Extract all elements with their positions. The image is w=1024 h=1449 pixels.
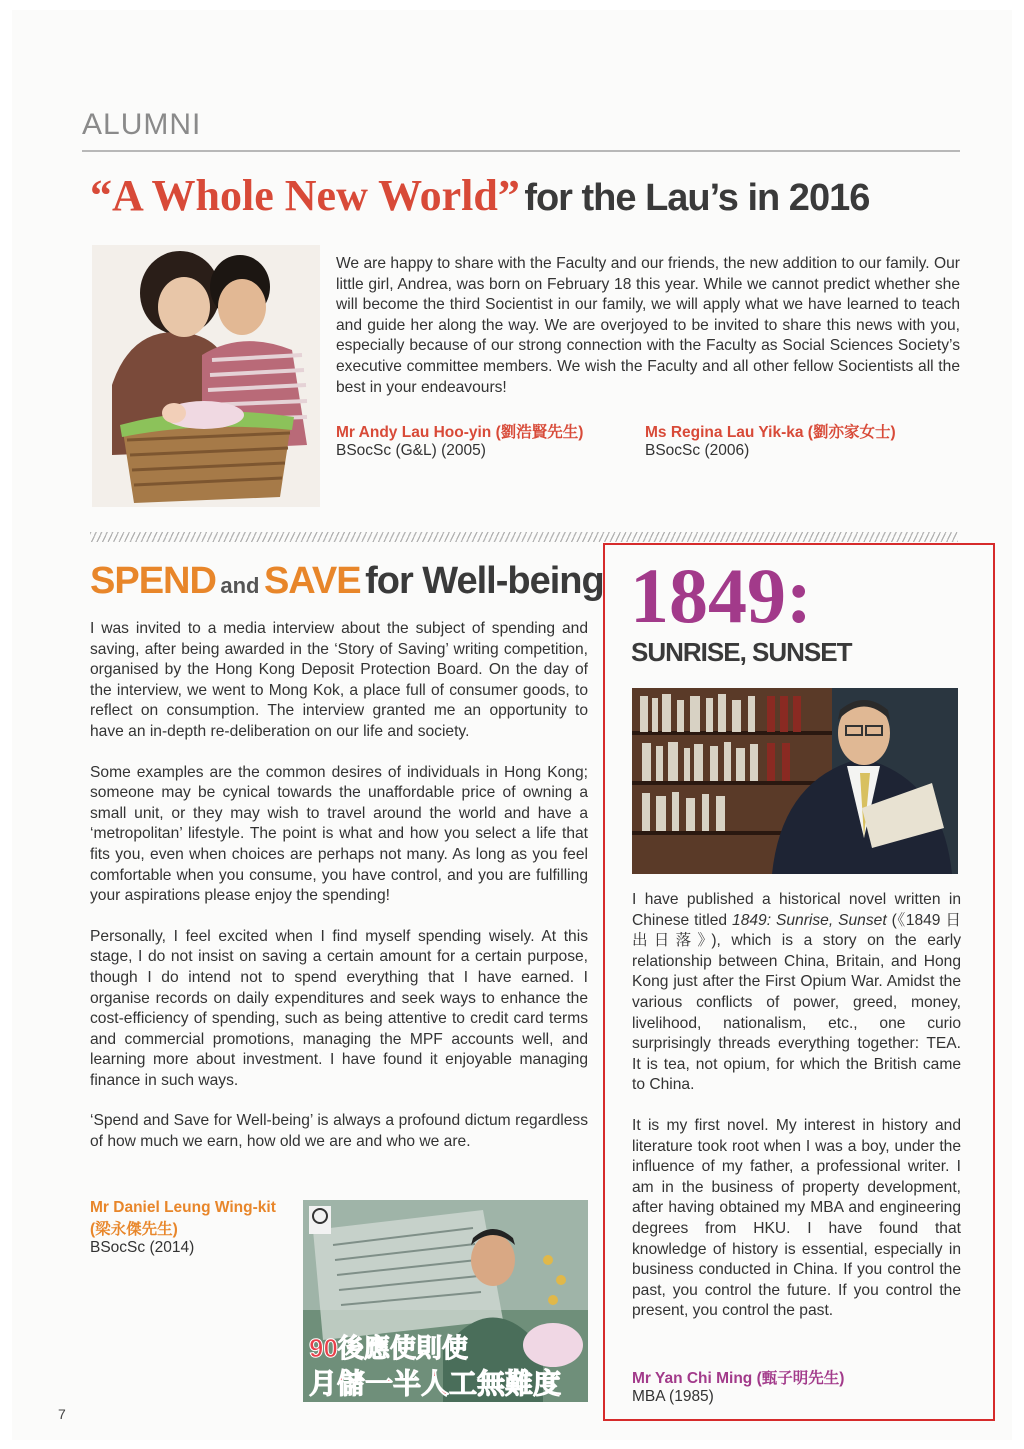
headline-rest: for Well-being	[365, 560, 604, 602]
headline-save: SAVE	[263, 560, 361, 602]
author-degree: MBA (1985)	[632, 1388, 714, 1405]
author-lau-regina	[645, 420, 896, 460]
headline-1849: 1849:	[630, 552, 812, 639]
article-headline	[90, 170, 869, 221]
novel-title: 1849: Sunrise, Sunset	[732, 911, 887, 929]
hatched-divider	[90, 532, 958, 542]
author-degree: BSocSc (2006)	[645, 442, 750, 459]
author-name-line2: (梁永傑先生)	[90, 1221, 178, 1238]
article-body: We are happy to share with the Faculty and our friends, the new addition to our family. Our little girl, Andrea, was born on February 18 this year. While we cannot predict whether she will become the third Socientist in our family, we will apply what we have learned to teach and guide her along the way. We are overjoyed to be invited to share this news with you, especially because of our strong connection with the Faculty as Social Sciences Society’s executive committee members. We wish the Faculty and all other fellow Socientists all the best in your endeavours!	[336, 255, 960, 396]
author-name: Mr Yan Chi Ming (甄子明先生)	[632, 1370, 845, 1387]
page-number: 7	[58, 1406, 66, 1422]
header-divider	[82, 150, 960, 152]
section-label: ALUMNI	[82, 108, 202, 141]
paragraph	[632, 890, 961, 1096]
tv-interview-image	[303, 1200, 588, 1402]
paragraph: Personally, I feel excited when I find myself spending wisely. At this stage, I do not insist on saving a certain amount for a certain purpose, though I do intend not to spend everything that I have earned. I organise records on daily expenditures and seek ways to enhance the cost-efficiency of spending, such as being attentive to credit card terms and commercial promotions, managing the MPF accounts well, and learning more about investment. I have found it enjoyable managing finance in such ways.	[90, 927, 588, 1089]
author-lau-andy	[336, 420, 583, 460]
paragraph: I was invited to a media interview about the subject of spending and saving, after being awarded in the ‘Story of Saving’ writing competition, organised by the Hong Kong Deposit Protection Board. On the day of the interview, we went to Mong Kok, a place full of consumer goods, to reflect on consumption. The interview granted me an opportunity to have an in-depth re-deliberation on our life and society.	[90, 620, 588, 740]
headline-quote: “A Whole New World”	[90, 171, 520, 220]
headline-and: and	[220, 573, 260, 598]
text-segment: I have published a historical novel written in Chinese titled	[632, 891, 961, 929]
headline-rest: for the Lau’s in 2016	[524, 177, 870, 219]
author-degree: BSocSc (G&L) (2005)	[336, 442, 486, 459]
headline-spend: SPEND	[90, 560, 216, 602]
author-leung	[90, 1199, 276, 1257]
novel-body	[632, 890, 961, 1342]
image-caption-line1: 90後應使則使	[309, 1333, 468, 1363]
author-bookshelf-photo	[632, 688, 958, 874]
author-name: Mr Andy Lau Hoo-yin (劉浩賢先生)	[336, 424, 584, 441]
author-yan	[632, 1366, 844, 1406]
text-segment: (《1849 日出日落》), which is a story on the early relationship between China, Britain, and Hong Kong just after the First Opium War. Amidst the various conflicts of power, greed, money, livelihood, nationalism, etc., one curio surprisingly threads everything together: TEA. It is tea, not opium, for which the British came to China.	[632, 911, 961, 1094]
paragraph: Some examples are the common desires of individuals in Hong Kong; someone may be cynical towards the unaffordable price of owning a small unit, or they may wish to travel around the world and have a ‘metropolitan’ lifestyle. The point is what and how you select a life that fits you, even when choices are perhaps not many. As long as you feel comfortable when you consume, you have control, and you are fulfilling your aspirations please enjoy the spending!	[90, 763, 588, 905]
spend-save-headline	[90, 560, 604, 603]
spend-save-body	[90, 619, 588, 1173]
author-degree: BSocSc (2014)	[90, 1239, 195, 1256]
paragraph: It is my first novel. My interest in history and literature took root when I was a boy, under the influence of my father, a professional writer. I am in the business of property development, after having obtained my MBA and engineering degrees from HKU. I have found that knowledge of history is essential, especially in business conducted in China. If you control the past, you control the future. If you control the present, you control the past.	[632, 1116, 961, 1320]
family-photo	[92, 245, 320, 507]
image-caption-line2: 月儲一半人工無難度	[309, 1368, 562, 1399]
author-name-line1: Mr Daniel Leung Wing-kit	[90, 1199, 276, 1216]
paragraph: ‘Spend and Save for Well-being’ is always a profound dictum regardless of how much we earn, how old we are and who we are.	[90, 1112, 588, 1151]
author-name: Ms Regina Lau Yik-ka (劉亦家女士)	[645, 424, 896, 441]
headline-sunrise-sunset: SUNRISE, SUNSET	[631, 637, 852, 667]
